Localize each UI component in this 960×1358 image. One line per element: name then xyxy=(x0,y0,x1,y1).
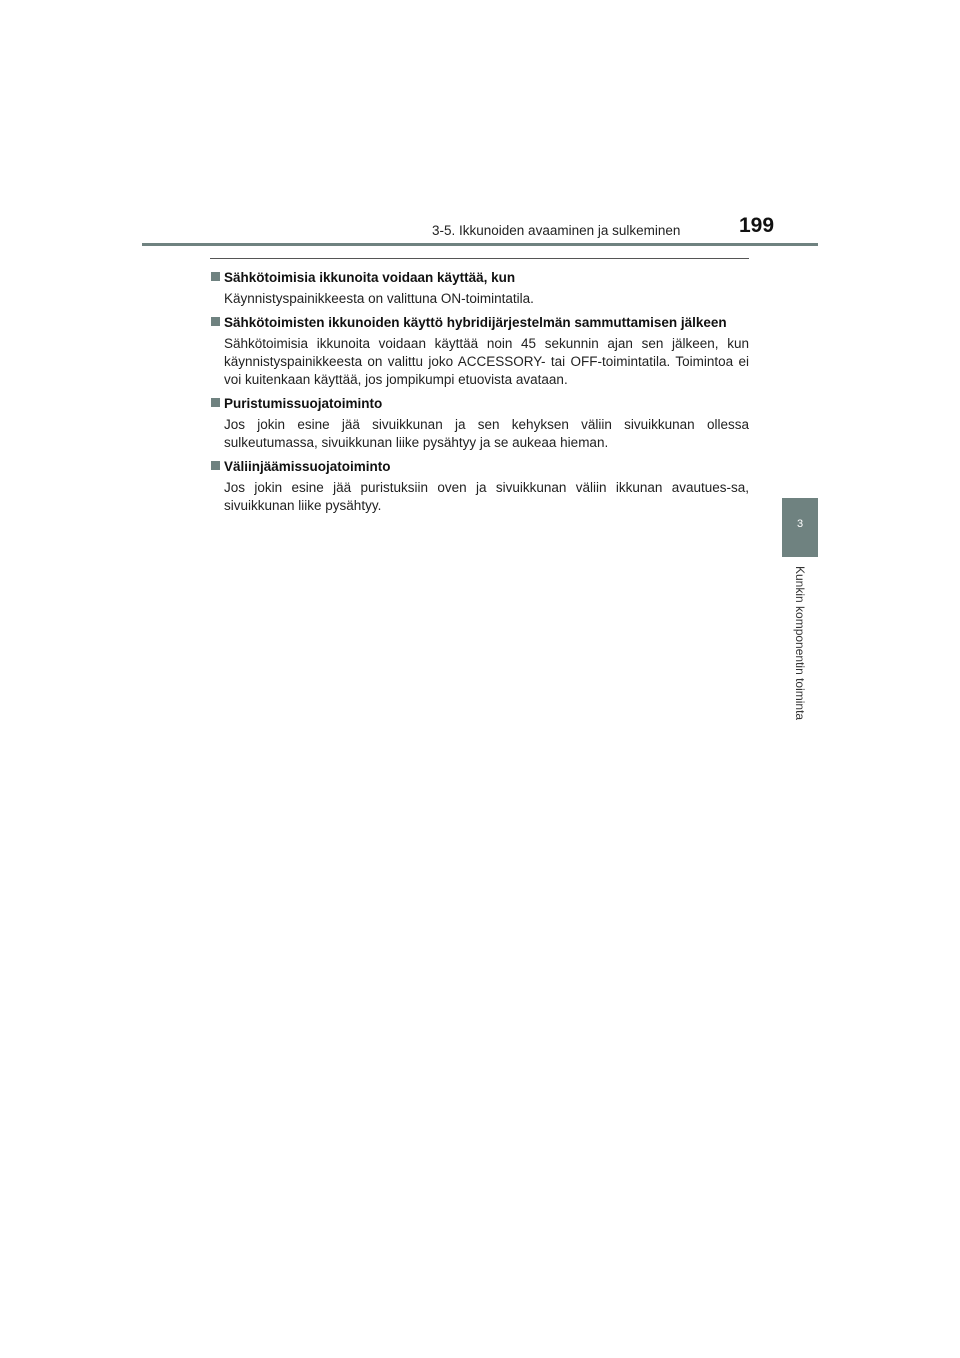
chapter-tab xyxy=(782,498,818,557)
header-rule xyxy=(142,243,818,246)
section-title-text: Puristumissuojatoiminto xyxy=(224,396,383,411)
section-body: Sähkötoimisia ikkunoita voidaan käyttää noin 45 sekunnin ajan sen jälkeen, kun käynnistyspainikkeesta on valittu joko ACCESSORY- tai OFF-toimintatila. Toimintoa ei voi kuitenkaan käyttää, jos jompikumpi etuovista avataan. xyxy=(224,336,749,387)
section-title xyxy=(210,395,749,412)
section-title xyxy=(210,269,749,286)
chapter-side-label: Kunkin komponentin toiminta xyxy=(793,566,807,721)
section-title-text: Sähkötoimisia ikkunoita voidaan käyttää, kun xyxy=(224,270,516,285)
square-bullet-icon xyxy=(211,317,220,326)
section-title-text: Väliinjäämissuojatoiminto xyxy=(224,459,391,474)
square-bullet-icon xyxy=(211,461,220,470)
main-content xyxy=(210,258,749,521)
page-header xyxy=(0,0,960,250)
section-body: Jos jokin esine jää puristuksiin oven ja sivuikkunan väliin ikkunan avautues-sa, sivuikkunan liike pysähtyy. xyxy=(224,480,749,513)
section-jam-protection xyxy=(210,395,749,452)
square-bullet-icon xyxy=(211,398,220,407)
section-after-shutdown xyxy=(210,314,749,389)
page-number: 199 xyxy=(739,214,775,237)
section-title xyxy=(210,458,749,475)
section-title-text: Sähkötoimisten ikkunoiden käyttö hybridijärjestelmän sammuttamisen jälkeen xyxy=(224,315,727,330)
section-title xyxy=(210,314,749,331)
chapter-title: 3-5. Ikkunoiden avaaminen ja sulkeminen xyxy=(432,223,681,238)
section-operating-conditions xyxy=(210,269,749,308)
section-catch-protection xyxy=(210,458,749,515)
square-bullet-icon xyxy=(211,272,220,281)
section-body: Käynnistyspainikkeesta on valittuna ON-toimintatila. xyxy=(224,291,534,306)
chapter-tab-number: 3 xyxy=(796,518,804,530)
section-body: Jos jokin esine jää sivuikkunan ja sen kehyksen väliin sivuikkunan ollessa sulkeutumassa, sivuikkunan liike pysähtyy ja se aukeaa hieman. xyxy=(224,417,749,450)
